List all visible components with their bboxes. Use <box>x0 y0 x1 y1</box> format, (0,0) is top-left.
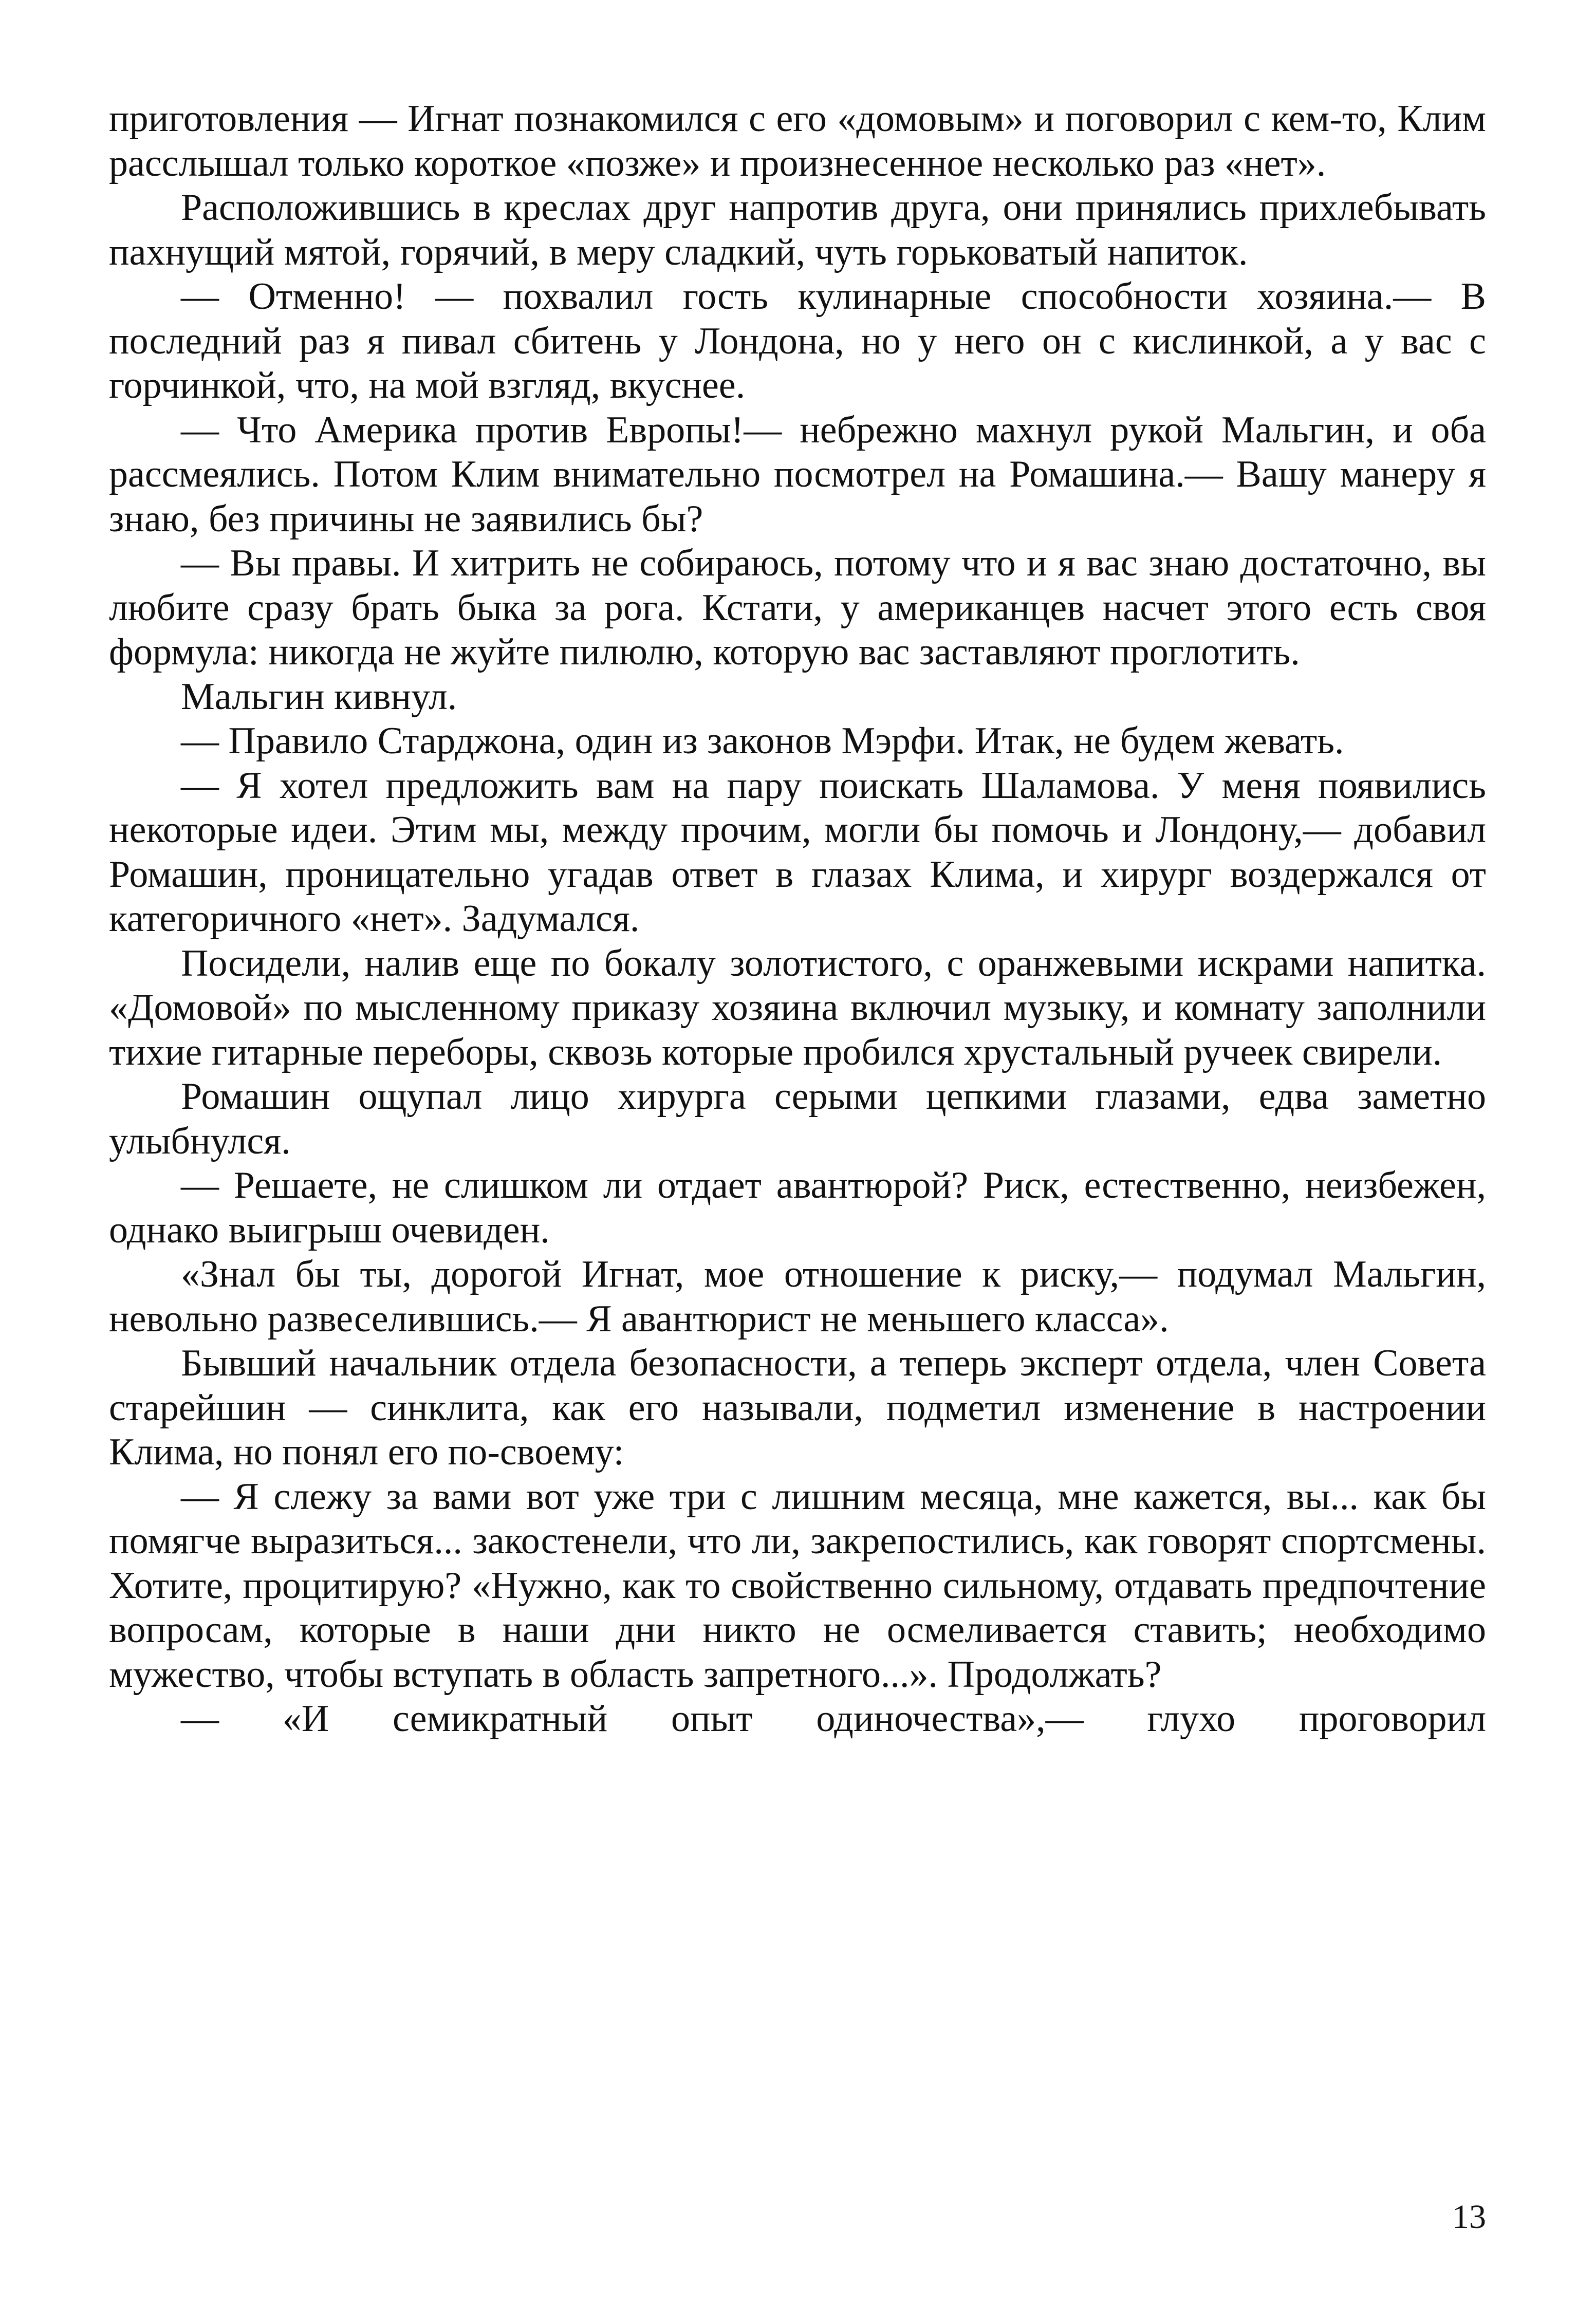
paragraph: — Я хотел предложить вам на пару поискать Шаламова. У меня появились некоторые идеи. Этим мы, между прочим, могли бы помочь и Лондону,— добавил Ромашин, проницательно угадав ответ в глазах Клима, и хирург воздержался от категоричного «нет». Задумался. <box>109 764 1486 940</box>
paragraph: — Правило Старджона, один из законов Мэрфи. Итак, не будем жевать. <box>181 720 1344 762</box>
paragraph: Мальгин кивнул. <box>181 675 457 718</box>
paragraph: — Что Америка против Европы!— небрежно махнул рукой Мальгин, и оба рассмеялись. Потом Клим внимательно посмотрел на Ромашина.— Вашу манеру я знаю, без причины не заявились бы? <box>109 408 1486 540</box>
paragraph: — Решаете, не слишком ли отдает авантюрой? Риск, естественно, неизбежен, однако выигрыш очевиден. <box>109 1164 1486 1251</box>
paragraph: Ромашин ощупал лицо хирурга серыми цепкими глазами, едва заметно улыбнулся. <box>109 1075 1486 1162</box>
paragraph: Расположившись в креслах друг напротив друга, они принялись прихлебывать пахнущий мятой, горячий, в меру сладкий, чуть горьковатый напиток. <box>109 187 1486 273</box>
page-number: 13 <box>1452 2198 1486 2236</box>
paragraph: приготовления — Игнат познакомился с его «домовым» и поговорил с кем-то, Клим расслышал только короткое «позже» и произнесенное несколько раз «нет». <box>109 98 1486 184</box>
body-text <box>109 97 1486 1741</box>
paragraph: — «И семикратный опыт одиночества»,— глухо проговорил <box>181 1698 1486 1740</box>
paragraph: — Вы правы. И хитрить не собираюсь, потому что и я вас знаю достаточно, вы любите сразу брать быка за рога. Кстати, у американцев насчет этого есть своя формула: никогда не жуйте пилюлю, которую вас заставляют проглотить. <box>109 542 1486 673</box>
paragraph: — Отменно! — похвалил гость кулинарные способности хозяина.— В последний раз я пивал сбитень у Лондона, но у него он с кислинкой, а у вас с горчинкой, что, на мой взгляд, вкуснее. <box>109 275 1486 406</box>
paragraph: Бывший начальник отдела безопасности, а теперь эксперт отдела, член Совета старейшин — синклита, как его называли, подметил изменение в настроении Клима, но понял его по-своему: <box>109 1342 1486 1473</box>
paragraph: — Я слежу за вами вот уже три с лишним месяца, мне кажется, вы... как бы помягче выразиться... закостенели, что ли, закрепостились, как говорят спортсмены. Хотите, процитирую? «Нужно, как то свойственно сильному, отдавать предпочтение вопросам, которые в наши дни никто не осмеливается ставить; необходимо мужество, чтобы вступать в область запретного...». Продолжать? <box>109 1475 1486 1696</box>
paragraph: Посидели, налив еще по бокалу золотистого, с оранжевыми искрами напитка. «Домовой» по мысленному приказу хозяина включил музыку, и комнату заполнили тихие гитарные переборы, сквозь которые пробился хрустальный ручеек свирели. <box>109 942 1486 1073</box>
paragraph: «Знал бы ты, дорогой Игнат, мое отношение к риску,— подумал Мальгин, невольно развеселившись.— Я авантюрист не меньшего класса». <box>109 1253 1486 1340</box>
